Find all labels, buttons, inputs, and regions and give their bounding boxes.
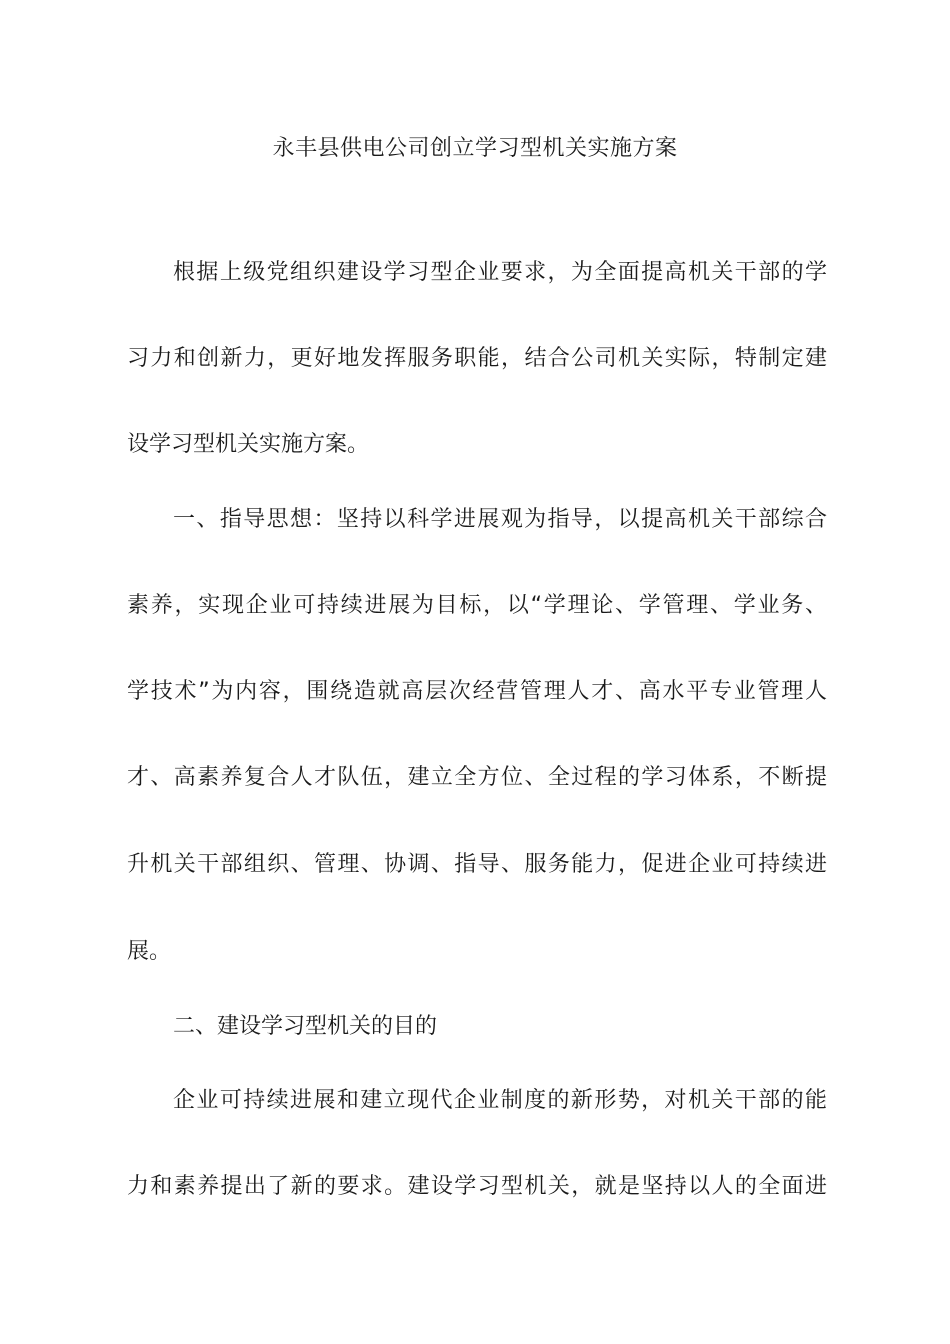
paragraph-line: 根据上级党组织建设学习型企业要求，为全面提高机关干部的学	[173, 260, 827, 285]
paragraph-line: 素养，实现企业可持续进展为目标，以“学理论、学管理、学业务、	[127, 593, 827, 618]
document-title: 永丰县供电公司创立学习型机关实施方案	[272, 136, 678, 161]
paragraph-line: 升机关干部组织、管理、协调、指导、服务能力，促进企业可持续进	[127, 852, 827, 877]
paragraph-line: 展。	[127, 939, 172, 964]
paragraph-line: 习力和创新力，更好地发挥服务职能，结合公司机关实际，特制定建	[127, 346, 827, 371]
paragraph-line: 一、指导思想：坚持以科学进展观为指导，以提高机关干部综合	[173, 507, 827, 532]
section-heading: 二、建设学习型机关的目的	[173, 1014, 438, 1039]
paragraph-line: 力和素养提出了新的要求。建设学习型机关，就是坚持以人的全面进	[127, 1174, 827, 1199]
paragraph-line: 企业可持续进展和建立现代企业制度的新形势，对机关干部的能	[173, 1088, 827, 1113]
paragraph-line: 学技术”为内容，围绕造就高层次经营管理人才、高水平专业管理人	[127, 679, 827, 704]
paragraph-line: 设学习型机关实施方案。	[127, 432, 370, 457]
paragraph-line: 才、高素养复合人才队伍，建立全方位、全过程的学习体系，不断提	[127, 765, 827, 790]
